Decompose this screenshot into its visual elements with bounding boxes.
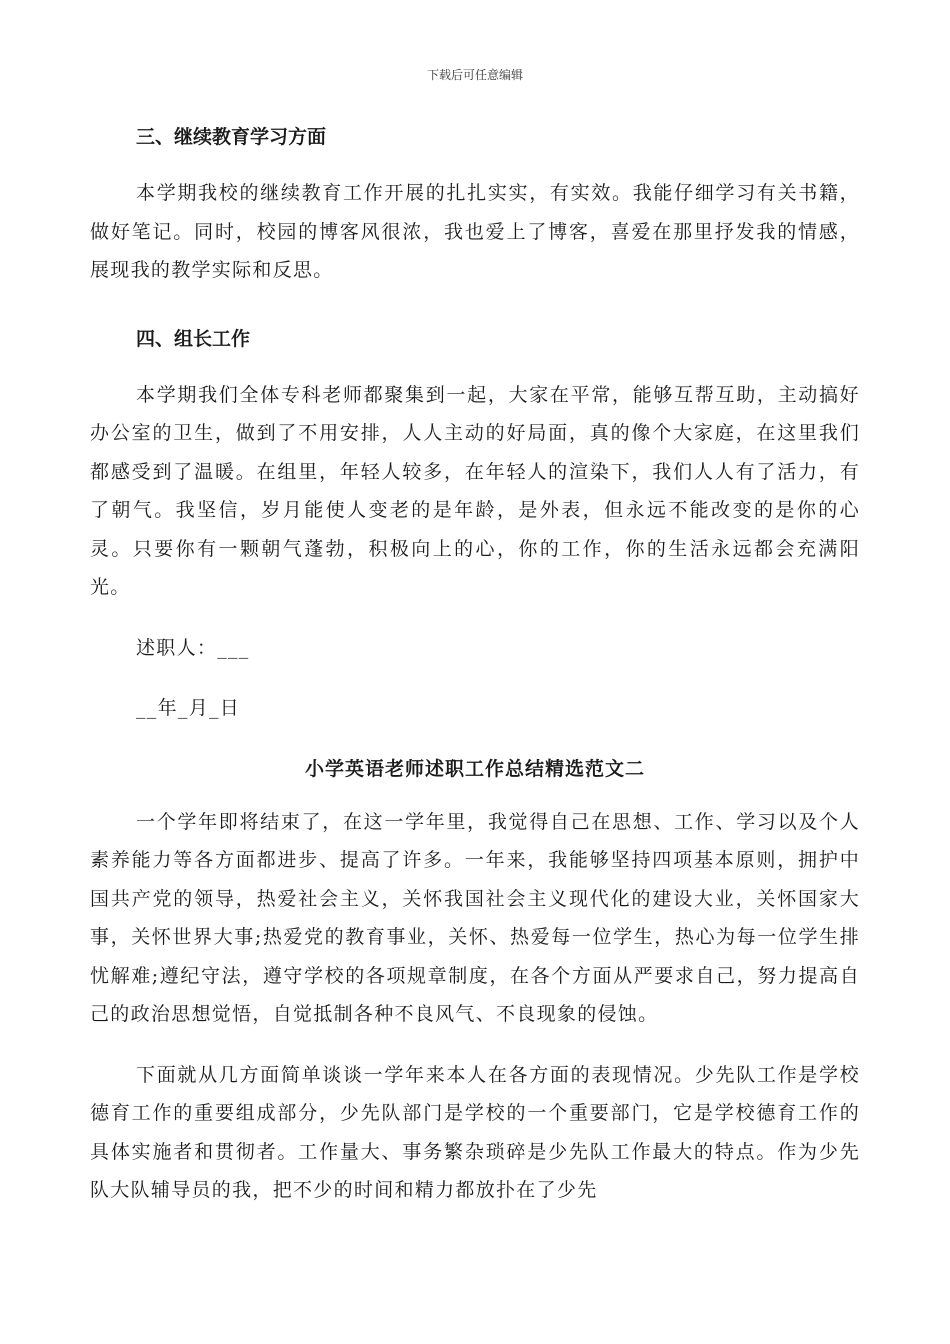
section-heading-continuing-education: 三、继续教育学习方面: [136, 126, 327, 148]
document-body: [90, 114, 860, 1210]
signature-reporter: 述职人：___: [136, 636, 250, 659]
section-heading-group-leader: 四、组长工作: [136, 327, 251, 350]
header-note: 下载后可任意编辑: [426, 68, 523, 82]
paragraph-continuing-education: 本学期我校的继续教育工作开展的扎扎实实，有实效。我能仔细学习有关书籍，做好笔记。同时，校园的博客风很浓，我也爱上了博客，喜爱在那里抒发我的情感，展现我的教学实际和反思。: [90, 182, 860, 281]
paragraph-intro: 一个学年即将结束了，在这一学年里，我觉得自己在思想、工作、学习以及个人素养能力等各方面都进步、提高了许多。一年来，我能够坚持四项基本原则，拥护中国共产党的领导，热爱社会主义，关怀我国社会主义现代化的建设大业，关怀国家大事，关怀世界大事;热爱党的教育事业，关怀、热爱每一位学生，热心为每一位学生排忧解难;遵纪守法，遵守学校的各项规章制度，在各个方面从严要求自己，努力提高自己的政治思想觉悟，自觉抵制各种不良风气、不良现象的侵蚀。: [90, 810, 860, 1025]
signature-date: __年_月_日: [136, 696, 241, 719]
paragraph-group-leader: 本学期我们全体专科老师都聚集到一起，大家在平常，能够互帮互助，主动搞好办公室的卫生，做到了不用安排，人人主动的好局面，真的像个大家庭，在这里我们都感受到了温暖。在组里，年轻人较多，在年轻人的渲染下，我们人人有了活力，有了朝气。我坚信，岁月能使人变老的是年龄，是外表，但永远不能改变的是你的心灵。只要你有一颗朝气蓬勃，积极向上的心，你的工作，你的生活永远都会充满阳光。: [90, 383, 860, 598]
paragraph-young-pioneers: 下面就从几方面简单谈谈一学年来本人在各方面的表现情况。少先队工作是学校德育工作的重要组成部分，少先队部门是学校的一个重要部门，它是学校德育工作的具体实施者和贯彻者。工作量大、事务繁杂琐碎是少先队工作最大的特点。作为少先队大队辅导员的我，把不少的时间和精力都放扑在了少先: [90, 1063, 860, 1201]
document-title: 小学英语老师述职工作总结精选范文二: [304, 757, 645, 780]
